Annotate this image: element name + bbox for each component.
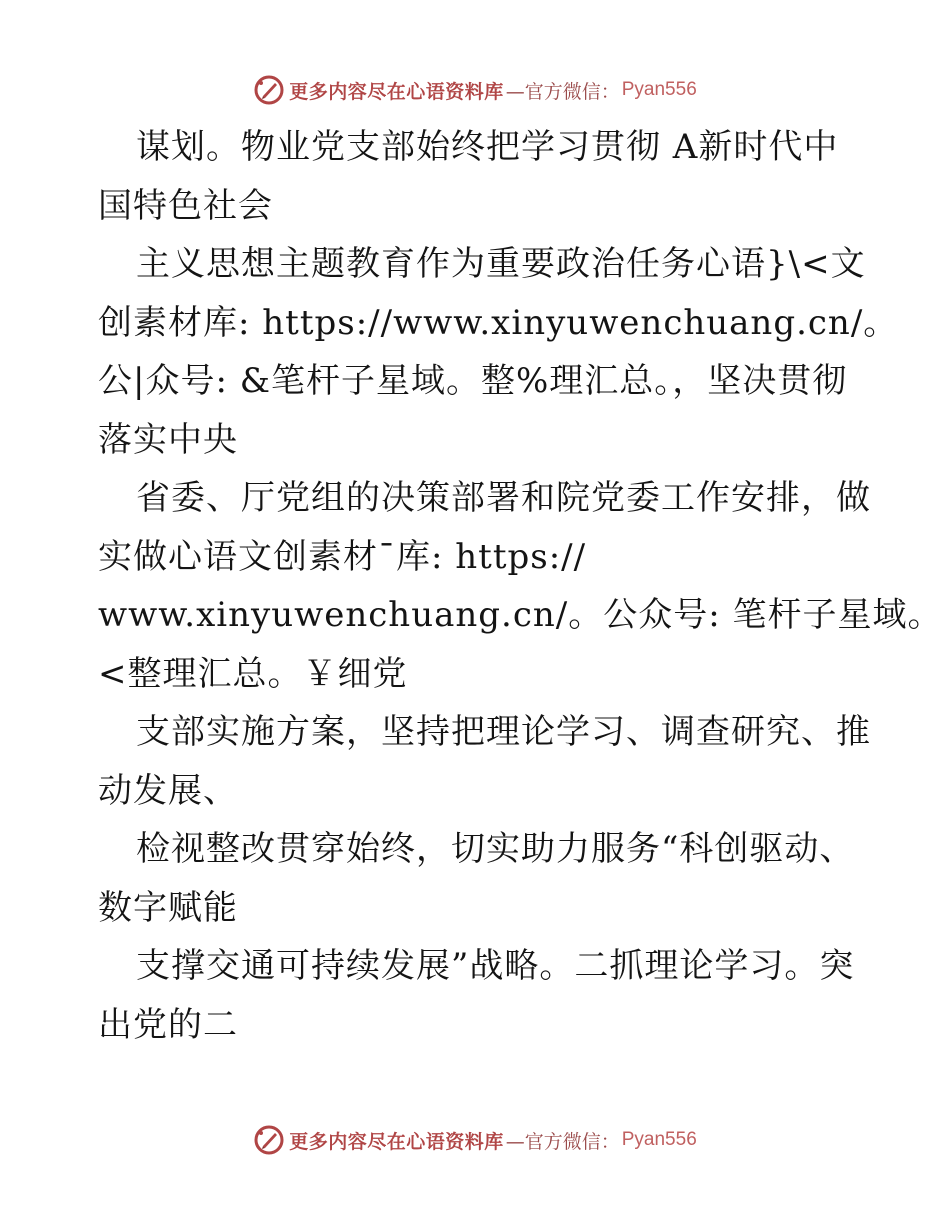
body-line: 国特色社会: [98, 185, 273, 226]
header-slogan: 更多内容尽在心语资料库: [289, 80, 504, 103]
body-line: 省委、厅党组的决策部署和院党委工作安排，做: [136, 478, 871, 518]
header-banner: [0, 70, 950, 110]
body-line: 创素材库: https://www.xinyuwenchuang.cn/。: [98, 302, 899, 343]
body-line: 落实中央: [98, 419, 238, 460]
header-wechat-label: —官方微信：: [505, 80, 620, 103]
footer-wechat-label: —官方微信：: [505, 1130, 620, 1153]
body-line: 出党的二: [98, 1004, 238, 1045]
body-line: 主义思想主题教育作为重要政治任务心语}\<文: [136, 244, 866, 284]
footer-wechat-id: Pyan556: [621, 1129, 697, 1150]
header-wechat-id: Pyan556: [621, 79, 697, 100]
pen-logo-icon: [253, 1124, 285, 1156]
body-line: 支部实施方案，坚持把理论学习、调查研究、推: [136, 712, 871, 752]
body-line: 支撑交通可持续发展”战略。二抓理论学习。突: [136, 946, 855, 986]
body-line: 动发展、: [98, 770, 238, 811]
body-line: 公|众号: &笔杆子星域。整%理汇总。，坚决贯彻: [98, 361, 848, 401]
footer-banner: [0, 1120, 950, 1160]
body-line: 检视整改贯穿始终，切实助力服务“科创驱动、: [136, 829, 855, 869]
pen-logo-icon: [253, 74, 285, 106]
body-line: 实做心语文创素材¯库: https://: [98, 536, 587, 577]
body-line: 数字赋能: [98, 887, 238, 928]
document-body: [98, 118, 943, 1054]
footer-slogan: 更多内容尽在心语资料库: [289, 1130, 504, 1153]
body-line: 谋划。物业党支部始终把学习贯彻 A新时代中: [136, 127, 839, 167]
body-line: <整理汇总。￥细党: [98, 653, 408, 694]
body-line: www.xinyuwenchuang.cn/。公众号: 笔杆子星域。: [98, 595, 943, 635]
